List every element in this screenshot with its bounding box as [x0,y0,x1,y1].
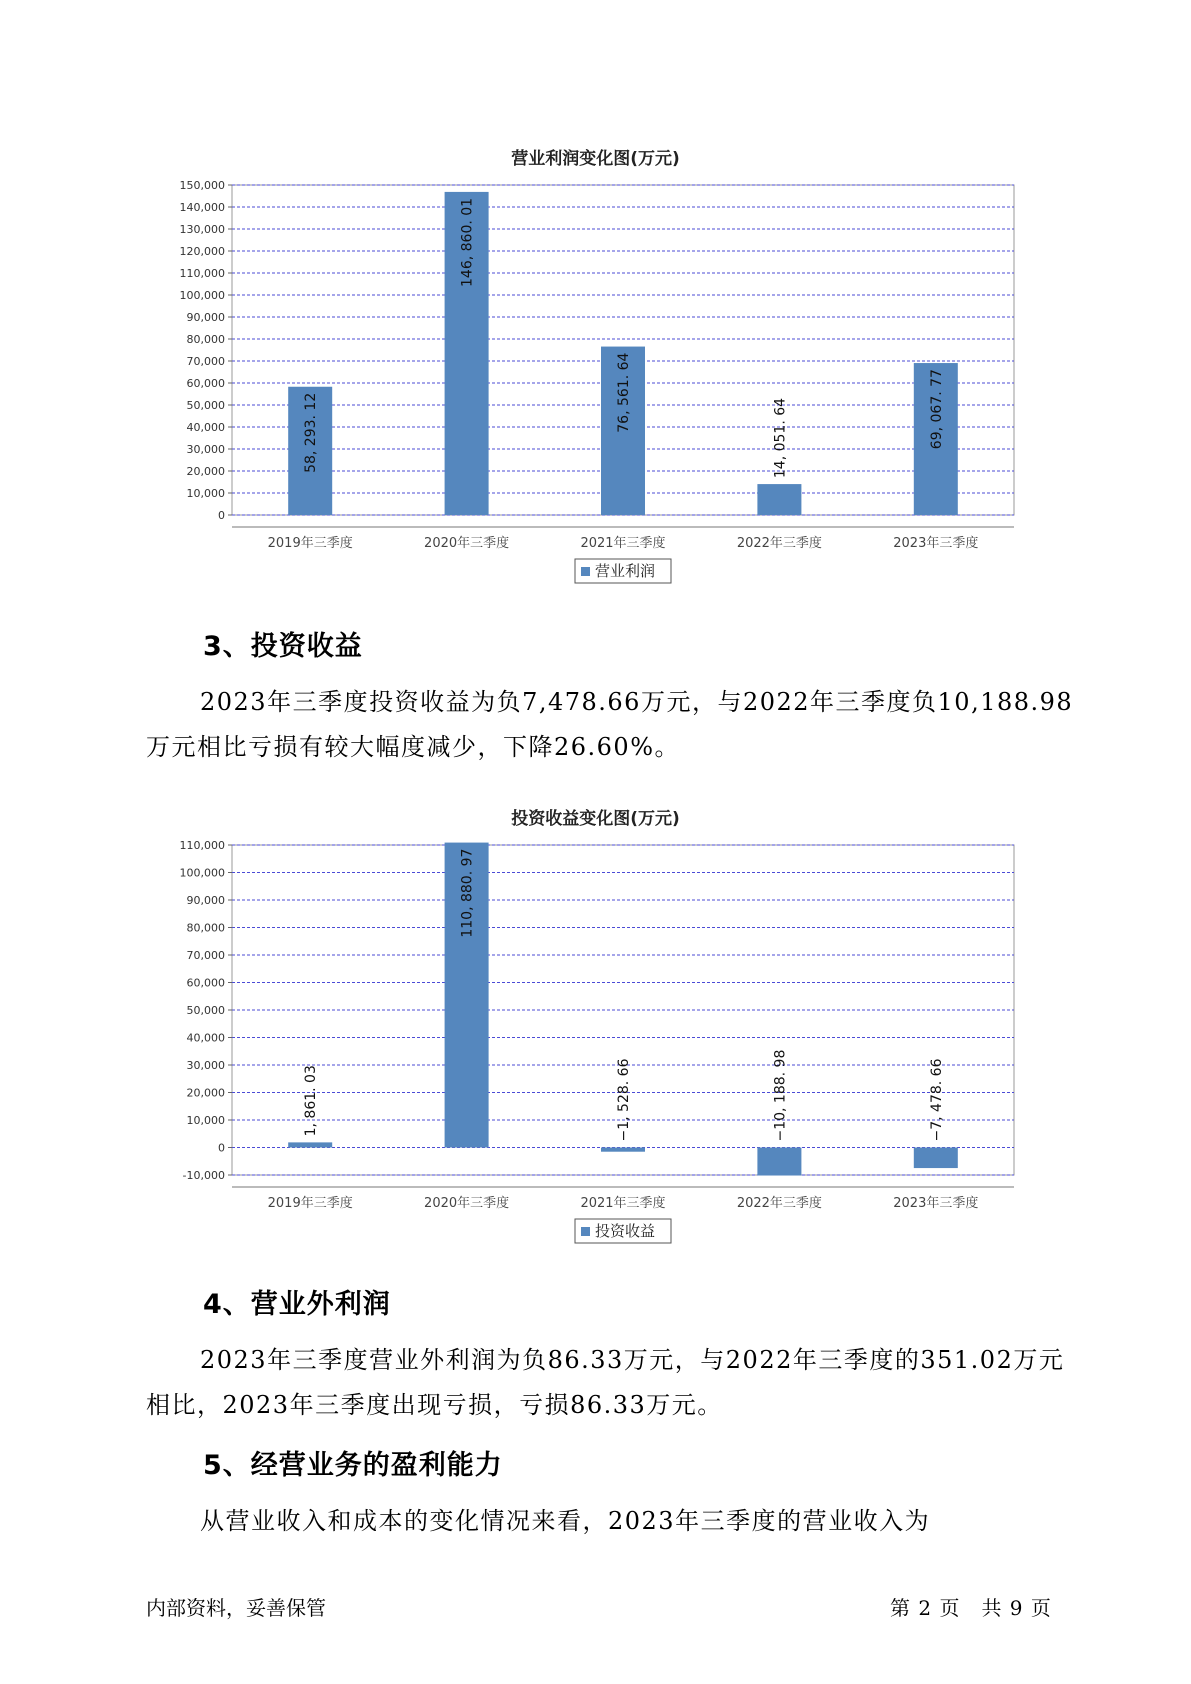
x-tick-label: 2020年三季度 [424,536,510,551]
y-tick-label: 20,000 [186,1086,225,1100]
x-tick-label: 2019年三季度 [267,536,353,551]
y-tick-label: 90,000 [186,311,225,324]
bar [601,1148,645,1152]
data-label: 76, 561. 64 [616,352,632,433]
legend-swatch [581,1227,590,1236]
y-tick-label: 20,000 [186,465,225,478]
y-tick-label: 100,000 [179,289,225,302]
y-tick-label: 120,000 [179,245,225,258]
data-label: −10, 188. 98 [772,1049,789,1142]
data-label: −1, 528. 66 [616,1058,632,1142]
y-tick-label: 110,000 [179,839,225,852]
data-label: 69, 067. 77 [928,369,945,450]
x-tick-label: 2023年三季度 [893,536,979,551]
paragraph-non-operating-profit: 2023年三季度营业外利润为负86.33万元，与2022年三季度的351.02万元相比，2023年三季度出现亏损，亏损86.33万元。 [146,1346,1065,1419]
data-label: 110, 880. 97 [459,848,476,938]
y-tick-label: 0 [218,509,225,522]
chart-title-investment-income: 投资收益变化图(万元) [511,809,680,829]
y-tick-label: 80,000 [186,333,225,346]
y-tick-label: -10,000 [182,1169,225,1182]
y-tick-label: 100,000 [179,866,225,880]
x-tick-label: 2019年三季度 [267,1196,353,1211]
y-tick-label: 140,000 [179,201,225,214]
bar [757,484,801,515]
y-tick-label: 60,000 [186,377,225,390]
y-tick-label: 40,000 [186,421,225,434]
data-label: 1, 861. 03 [303,1065,320,1137]
x-tick-label: 2022年三季度 [736,1196,822,1211]
y-tick-label: 10,000 [186,487,225,500]
x-tick-label: 2022年三季度 [736,536,822,551]
x-tick-label: 2021年三季度 [580,536,666,551]
y-tick-label: 40,000 [186,1031,225,1045]
data-label: 14, 051. 64 [772,397,789,479]
paragraph-operating-profitability: 从营业收入和成本的变化情况来看，2023年三季度的营业收入为 [200,1507,931,1535]
bar [288,1142,332,1147]
y-tick-label: 130,000 [179,223,225,236]
x-tick-label: 2020年三季度 [424,1196,510,1211]
x-tick-label: 2021年三季度 [580,1196,666,1211]
y-tick-label: 0 [218,1141,225,1155]
legend-label: 营业利润 [595,562,656,580]
y-tick-label: 60,000 [186,976,225,990]
y-tick-label: 70,000 [186,355,225,368]
data-label: −7, 478. 66 [928,1058,945,1142]
y-tick-label: 30,000 [186,443,225,456]
heading-operating-profitability: 5、经营业务的盈利能力 [203,1450,503,1481]
heading-investment-income: 3、投资收益 [203,631,363,662]
legend-swatch [581,567,590,576]
operating-profit-bar-chart [0,170,1191,590]
paragraph-investment-income: 2023年三季度投资收益为负7,478.66万元，与2022年三季度负10,188.98万元相比亏损有较大幅度减少，下降26.60%。 [146,688,1074,761]
chart-title-operating-profit: 营业利润变化图(万元) [511,149,680,169]
y-tick-label: 110,000 [179,267,225,280]
y-tick-label: 10,000 [186,1114,225,1127]
bar [914,1148,958,1169]
y-tick-label: 50,000 [186,399,225,412]
footer-confidential-note: 内部资料，妥善保管 [146,1596,326,1620]
y-tick-label: 80,000 [186,921,225,935]
legend-label: 投资收益 [595,1222,656,1240]
data-label: 146, 860. 01 [459,197,476,287]
y-tick-label: 150,000 [179,179,225,192]
investment-income-bar-chart [0,830,1191,1250]
heading-non-operating-profit: 4、营业外利润 [203,1289,391,1320]
y-tick-label: 70,000 [186,949,225,962]
x-tick-label: 2023年三季度 [893,1196,979,1211]
y-tick-label: 50,000 [186,1004,225,1017]
y-tick-label: 90,000 [186,894,225,907]
data-label: 58, 293. 12 [303,392,320,473]
y-tick-label: 30,000 [186,1059,225,1072]
bar [757,1148,801,1176]
footer-page-number: 第 2 页 共 9 页 [890,1596,1052,1620]
